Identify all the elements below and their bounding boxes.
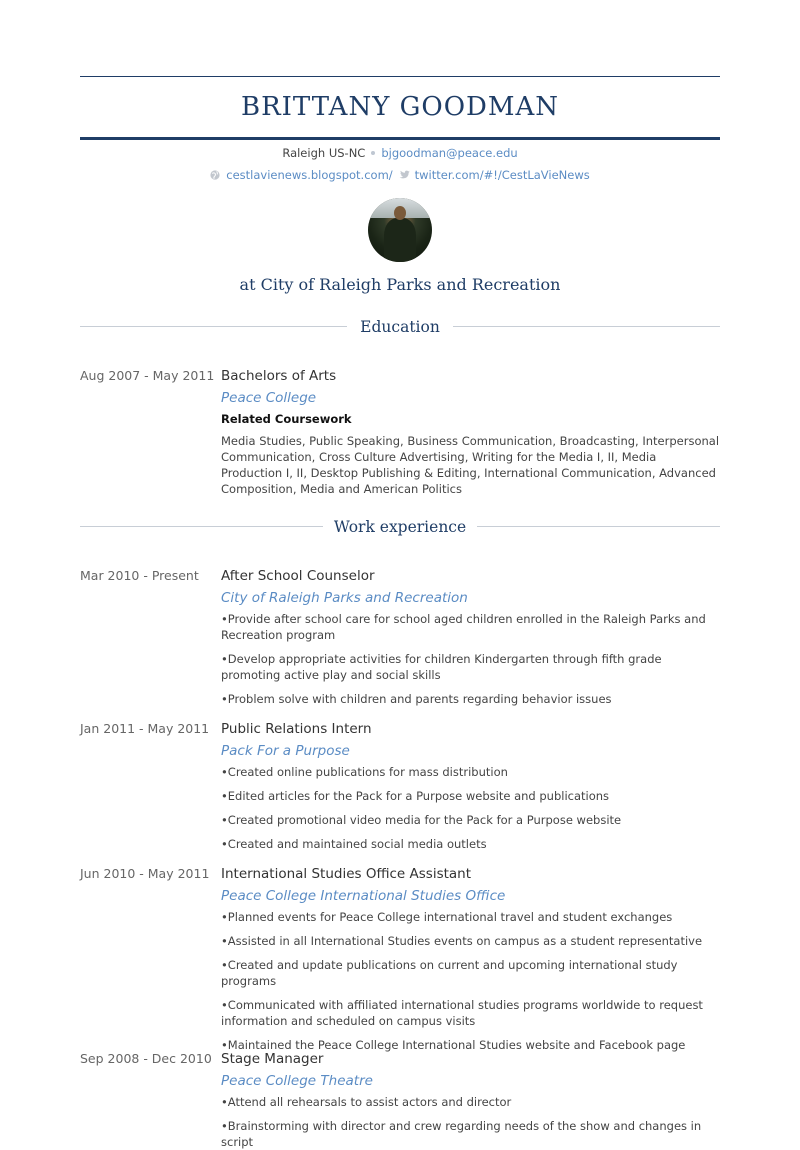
job-title: International Studies Office Assistant: [221, 866, 472, 882]
job-title: After School Counselor: [221, 568, 375, 584]
contact-row-primary: [80, 145, 720, 161]
contact-row-links: [80, 167, 720, 183]
bullet-item: •Created and update publications on current and upcoming international study programs: [221, 958, 678, 988]
organization-name: Pack For a Purpose: [221, 743, 350, 759]
entry-date: Sep 2008 - Dec 2010: [80, 1051, 212, 1066]
twitter-bird-icon: [399, 170, 410, 180]
bullet-item: •Attend all rehearsals to assist actors and director: [221, 1095, 512, 1109]
top-rule: [80, 76, 720, 77]
entry-content: [221, 720, 720, 852]
bullet-item: •Problem solve with children and parents regarding behavior issues: [221, 692, 612, 706]
section-title-education: [80, 316, 720, 338]
location-text: Raleigh US-NC: [282, 146, 366, 160]
bullet-item: •Brainstorming with director and crew regarding needs of the show and changes in script: [221, 1119, 702, 1149]
separator-dot-icon: [371, 151, 375, 155]
job-title: Stage Manager: [221, 1051, 324, 1067]
candidate-name: BRITTANY GOODMAN: [240, 92, 560, 122]
headline: at City of Raleigh Parks and Recreation: [239, 275, 561, 294]
bullet-item: •Develop appropriate activities for children Kindergarten through fifth grade promoting active play and social skills: [221, 652, 662, 682]
bullet-item: •Maintained the Peace College International Studies website and Facebook page: [221, 1038, 686, 1052]
globe-icon: [210, 170, 220, 180]
bullet-item: •Assisted in all International Studies events on campus as a student representative: [221, 934, 703, 948]
organization-name: Peace College International Studies Office: [221, 888, 506, 904]
school-name: Peace College: [221, 390, 317, 406]
organization-name: Peace College Theatre: [221, 1073, 373, 1089]
entry-date: Jan 2011 - May 2011: [80, 721, 210, 736]
entry-date: Jun 2010 - May 2011: [80, 866, 210, 881]
avatar: [368, 198, 432, 262]
job-title: Public Relations Intern: [221, 721, 372, 737]
entry-date: Aug 2007 - May 2011: [80, 368, 215, 383]
bullet-item: •Planned events for Peace College international travel and student exchanges: [221, 910, 673, 924]
email-link[interactable]: bjgoodman@peace.edu: [381, 146, 518, 160]
bullet-item: •Provide after school care for school aged children enrolled in the Raleigh Parks and Recreation program: [221, 612, 706, 642]
bullet-item: •Edited articles for the Pack for a Purpose website and publications: [221, 789, 610, 803]
coursework-text: Media Studies, Public Speaking, Business Communication, Broadcasting, Interpersonal Communication, Cross Culture Advertising, Writing for the Media I, II, Media Production I, II, Desktop Publishing & Editing, International Communication, Advanced Composition, Media and American Politics: [221, 434, 720, 496]
organization-name: City of Raleigh Parks and Recreation: [221, 590, 468, 606]
section-title-work-experience: [80, 516, 720, 538]
bullet-item: •Created promotional video media for the Pack for a Purpose website: [221, 813, 622, 827]
entry-content: [221, 567, 720, 707]
section-label: Work experience: [333, 518, 467, 536]
entry-date: Mar 2010 - Present: [80, 568, 199, 583]
entry-content: [221, 865, 720, 1053]
entry-content: [221, 1050, 720, 1150]
coursework-heading: Related Coursework: [221, 412, 352, 426]
bullet-item: •Communicated with affiliated international studies programs worldwide to request information and scheduled on campus visits: [221, 998, 703, 1028]
twitter-link[interactable]: twitter.com/#!/CestLaVieNews: [414, 168, 590, 182]
bullet-item: •Created and maintained social media outlets: [221, 837, 487, 851]
section-label: Education: [360, 318, 440, 336]
website-link[interactable]: cestlavienews.blogspot.com/: [226, 168, 393, 182]
name-underline: [80, 137, 720, 140]
degree-title: Bachelors of Arts: [221, 368, 337, 384]
entry-content: [221, 367, 720, 497]
bullet-item: •Created online publications for mass distribution: [221, 765, 508, 779]
